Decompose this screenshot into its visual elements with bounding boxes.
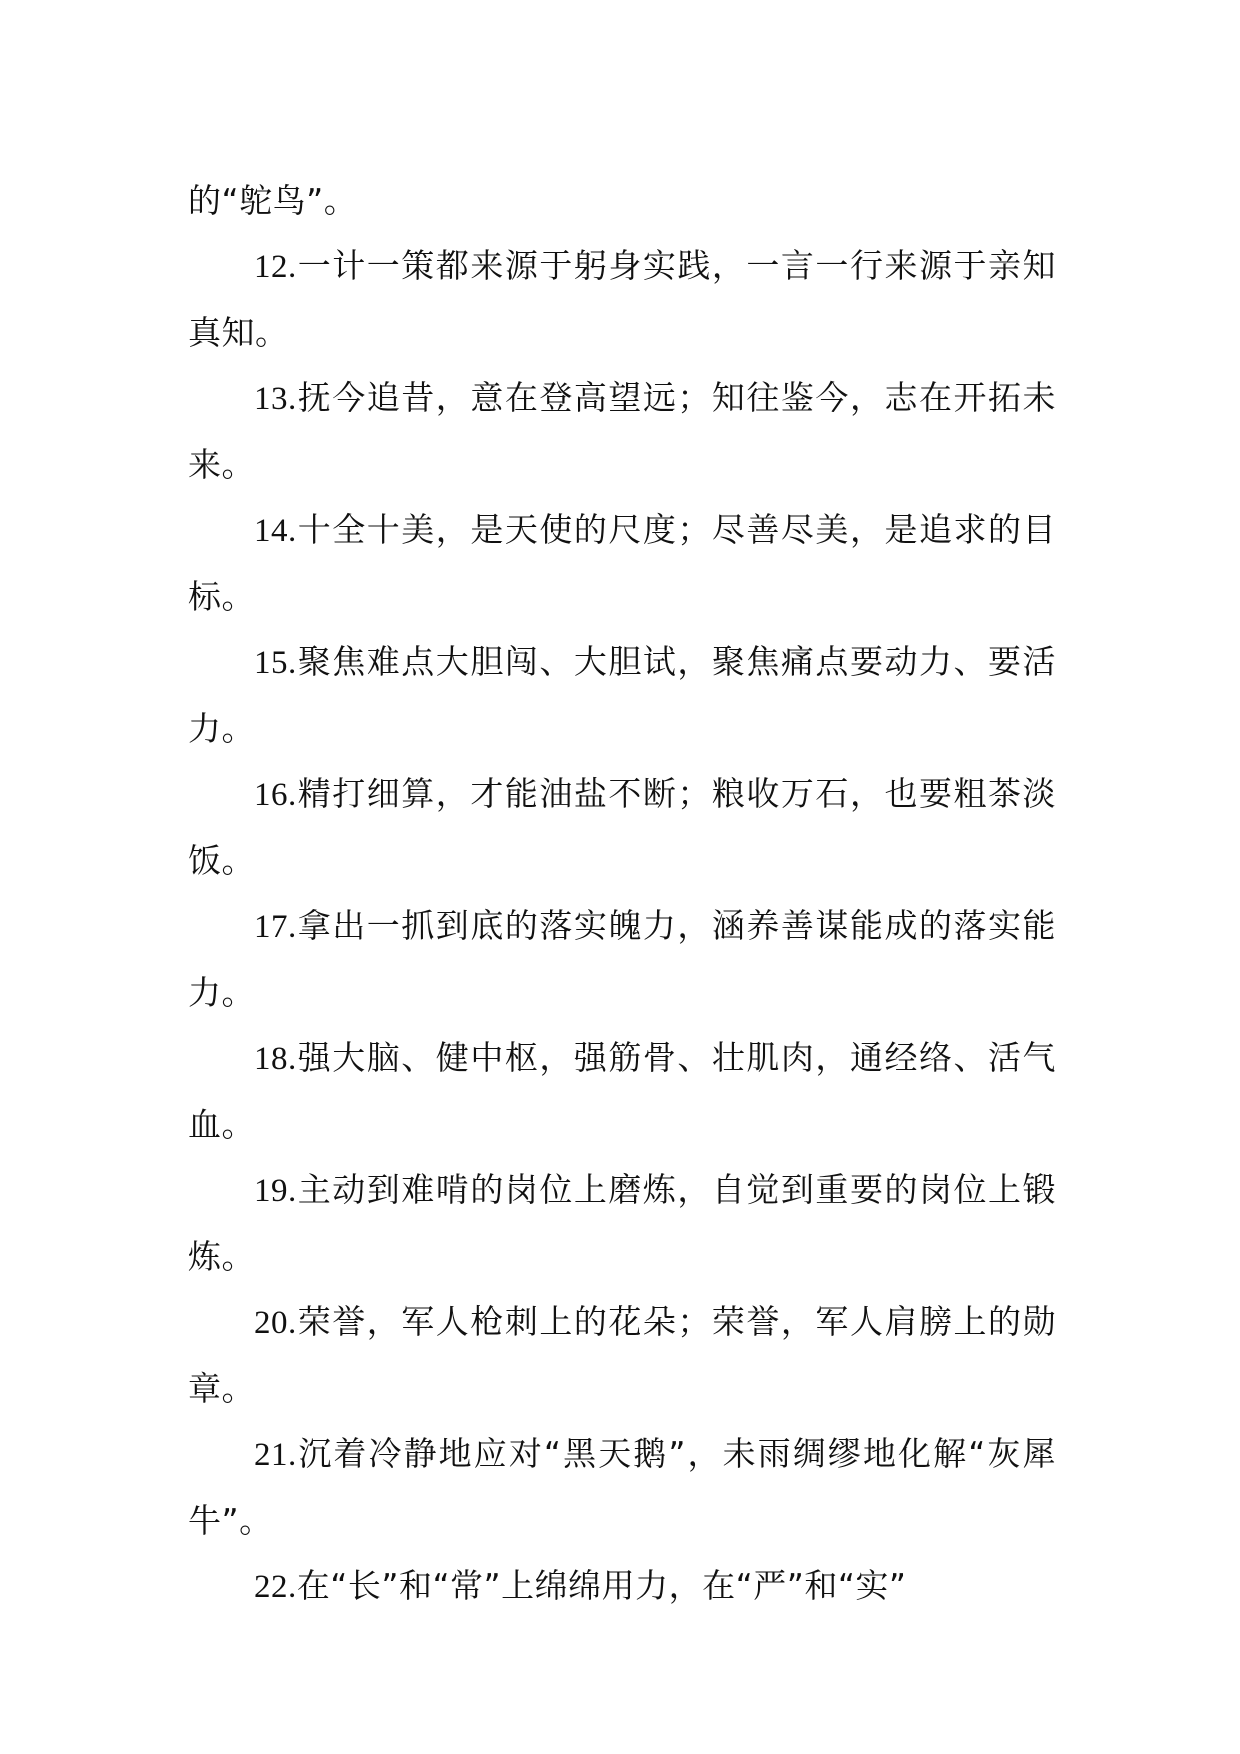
list-item-12 — [188, 233, 1056, 365]
item-number: 12. — [254, 249, 297, 285]
item-number: 13. — [254, 381, 297, 417]
paragraph-text: 拿出一抓到底的落实魄力，涵养善谋能成的落实能力。 — [188, 906, 1056, 1012]
list-item-22 — [188, 1553, 1056, 1620]
paragraph-text: 沉着冷静地应对“黑天鹅”，未雨绸缪地化解“灰犀牛”。 — [188, 1434, 1056, 1540]
list-item-16 — [188, 761, 1056, 893]
paragraph-continuation — [188, 168, 1056, 233]
item-number: 20. — [254, 1305, 297, 1341]
paragraph-text: 精打细算，才能油盐不断；粮收万石，也要粗茶淡饭。 — [188, 774, 1056, 880]
paragraph-text: 的“鸵鸟”。 — [188, 181, 358, 220]
item-number: 17. — [254, 909, 297, 945]
item-number: 14. — [254, 513, 297, 549]
list-item-21 — [188, 1421, 1056, 1553]
list-item-14 — [188, 497, 1056, 629]
list-item-20 — [188, 1289, 1056, 1421]
paragraph-text: 十全十美，是天使的尺度；尽善尽美，是追求的目标。 — [188, 510, 1056, 616]
paragraph-text: 抚今追昔，意在登高望远；知往鉴今，志在开拓未来。 — [188, 378, 1056, 484]
item-number: 22. — [254, 1569, 297, 1605]
paragraph-text: 强大脑、健中枢，强筋骨、壮肌肉，通经络、活气血。 — [188, 1038, 1056, 1144]
document-body — [188, 168, 1056, 1620]
list-item-13 — [188, 365, 1056, 497]
paragraph-text: 主动到难啃的岗位上磨炼，自觉到重要的岗位上锻炼。 — [188, 1170, 1056, 1276]
item-number: 16. — [254, 777, 297, 813]
item-number: 18. — [254, 1041, 297, 1077]
list-item-18 — [188, 1025, 1056, 1157]
list-item-17 — [188, 893, 1056, 1025]
paragraph-text: 在“长”和“常”上绵绵用力，在“严”和“实” — [296, 1566, 907, 1605]
list-item-15 — [188, 629, 1056, 761]
paragraph-text: 荣誉，军人枪刺上的花朵；荣誉，军人肩膀上的勋章。 — [188, 1302, 1056, 1408]
item-number: 19. — [254, 1173, 297, 1209]
paragraph-text: 聚焦难点大胆闯、大胆试，聚焦痛点要动力、要活力。 — [188, 642, 1056, 748]
item-number: 21. — [254, 1437, 297, 1473]
paragraph-text: 一计一策都来源于躬身实践，一言一行来源于亲知真知。 — [188, 246, 1056, 352]
list-item-19 — [188, 1157, 1056, 1289]
item-number: 15. — [254, 645, 297, 681]
